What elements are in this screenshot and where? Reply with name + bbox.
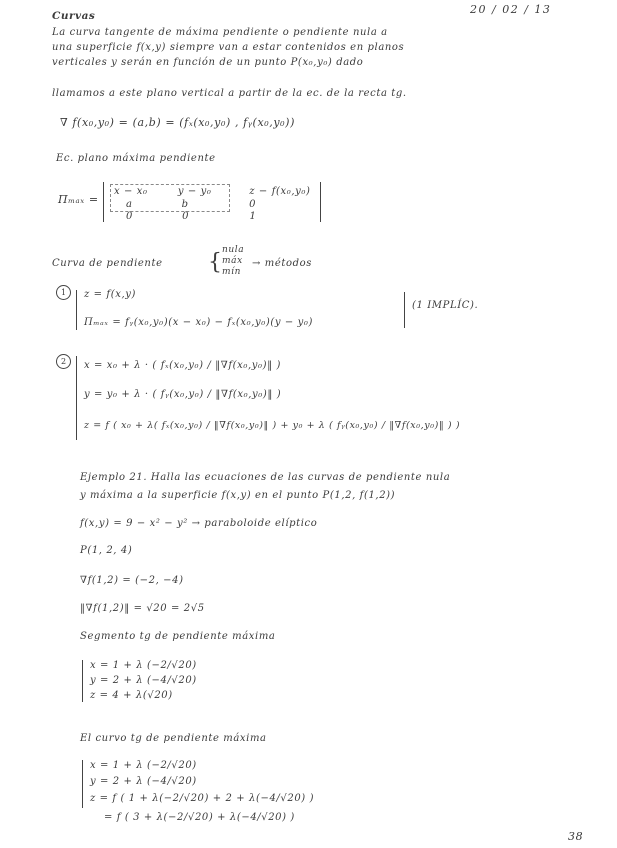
curves-heading: Curva de pendiente — [52, 258, 163, 269]
method-1-line-1: z = f(x,y) — [84, 289, 136, 300]
method-1-right-brace — [404, 292, 405, 328]
brace-top: nula — [222, 245, 245, 255]
determinant-row-1: x − x₀ y − y₀ z − f(x₀,y₀) — [114, 186, 311, 197]
determinant-right-bar — [320, 182, 321, 222]
intro-line-2: una superficie f(x,y) siempre van a estar contenidos en planos — [52, 42, 405, 53]
brace-symbol: { — [208, 250, 223, 275]
date: 20 / 02 / 13 — [470, 3, 552, 16]
page-title: Curvas — [52, 10, 96, 22]
method-2-line-2: y = y₀ + λ · ( fᵧ(x₀,y₀) / ‖∇f(x₀,y₀)‖ ) — [84, 389, 282, 400]
method-2-brace — [76, 356, 77, 440]
determinant-row-3: 0 0 1 — [126, 211, 257, 222]
page-number: 38 — [568, 830, 584, 843]
intro-line-3: verticales y serán en función de un punto P(x₀,y₀) dado — [52, 57, 364, 68]
method-2-line-1: x = x₀ + λ · ( fₓ(x₀,y₀) / ‖∇f(x₀,y₀)‖ ) — [84, 360, 282, 371]
curve-y: y = 2 + λ (−4/√20) — [90, 776, 197, 787]
example-function: f(x,y) = 9 − x² − y² → paraboloide elíptico — [80, 518, 318, 529]
plane-label: Πₘₐₓ = — [58, 193, 99, 206]
curve-heading: El curvo tg de pendiente máxima — [80, 733, 267, 744]
example-point: P(1, 2, 4) — [80, 545, 133, 556]
example-line-2: y máxima a la superficie f(x,y) en el punto P(1,2, f(1,2)) — [80, 490, 396, 501]
curve-brace — [82, 760, 83, 808]
method-1-line-2: Πₘₐₓ = fᵧ(x₀,y₀)(x − x₀) − fₓ(x₀,y₀)(y − y₀) — [84, 317, 313, 328]
segment-brace — [82, 660, 83, 702]
curve-x: x = 1 + λ (−2/√20) — [90, 760, 197, 771]
intro-line-1: La curva tangente de máxima pendiente o pendiente nula a — [52, 27, 388, 38]
gradient-equation: ∇ f(x₀,y₀) = (a,b) = (fₓ(x₀,y₀) , fᵧ(x₀,y₀)) — [60, 116, 295, 129]
determinant-left-bar — [103, 182, 104, 222]
segment-x: x = 1 + λ (−2/√20) — [90, 660, 197, 671]
plane-heading: Ec. plano máxima pendiente — [56, 153, 216, 164]
curve-z-continued: = f ( 3 + λ(−2/√20) + λ(−4/√20) ) — [104, 812, 295, 823]
method-1-tag: (1 IMPLÍC). — [412, 300, 479, 311]
example-gradient: ∇f(1,2) = (−2, −4) — [80, 575, 184, 586]
segment-heading: Segmento tg de pendiente máxima — [80, 631, 276, 642]
example-line-1: Ejemplo 21. Halla las ecuaciones de las curvas de pendiente nula — [80, 472, 451, 483]
brace-bot: mín — [222, 267, 242, 277]
method-1-number: 1 — [56, 285, 71, 300]
determinant-row-2: a b 0 — [126, 199, 257, 210]
method-2-number: 2 — [56, 354, 71, 369]
segment-z: z = 4 + λ(√20) — [90, 690, 173, 701]
method-2-line-3: z = f ( x₀ + λ( fₓ(x₀,y₀) / ‖∇f(x₀,y₀)‖ ) + y₀ + λ ( fᵧ(x₀,y₀) / ‖∇f(x₀,y₀)‖ ) ) — [84, 420, 461, 431]
brace-mid: máx — [222, 256, 243, 266]
curves-heading-tail: → métodos — [252, 258, 312, 269]
segment-y: y = 2 + λ (−4/√20) — [90, 675, 197, 686]
intro-line-4: llamamos a este plano vertical a partir de la ec. de la recta tg. — [52, 88, 407, 99]
method-1-brace — [76, 290, 77, 330]
curve-z: z = f ( 1 + λ(−2/√20) + 2 + λ(−4/√20) ) — [90, 793, 315, 804]
example-gradient-norm: ‖∇f(1,2)‖ = √20 = 2√5 — [80, 603, 205, 614]
